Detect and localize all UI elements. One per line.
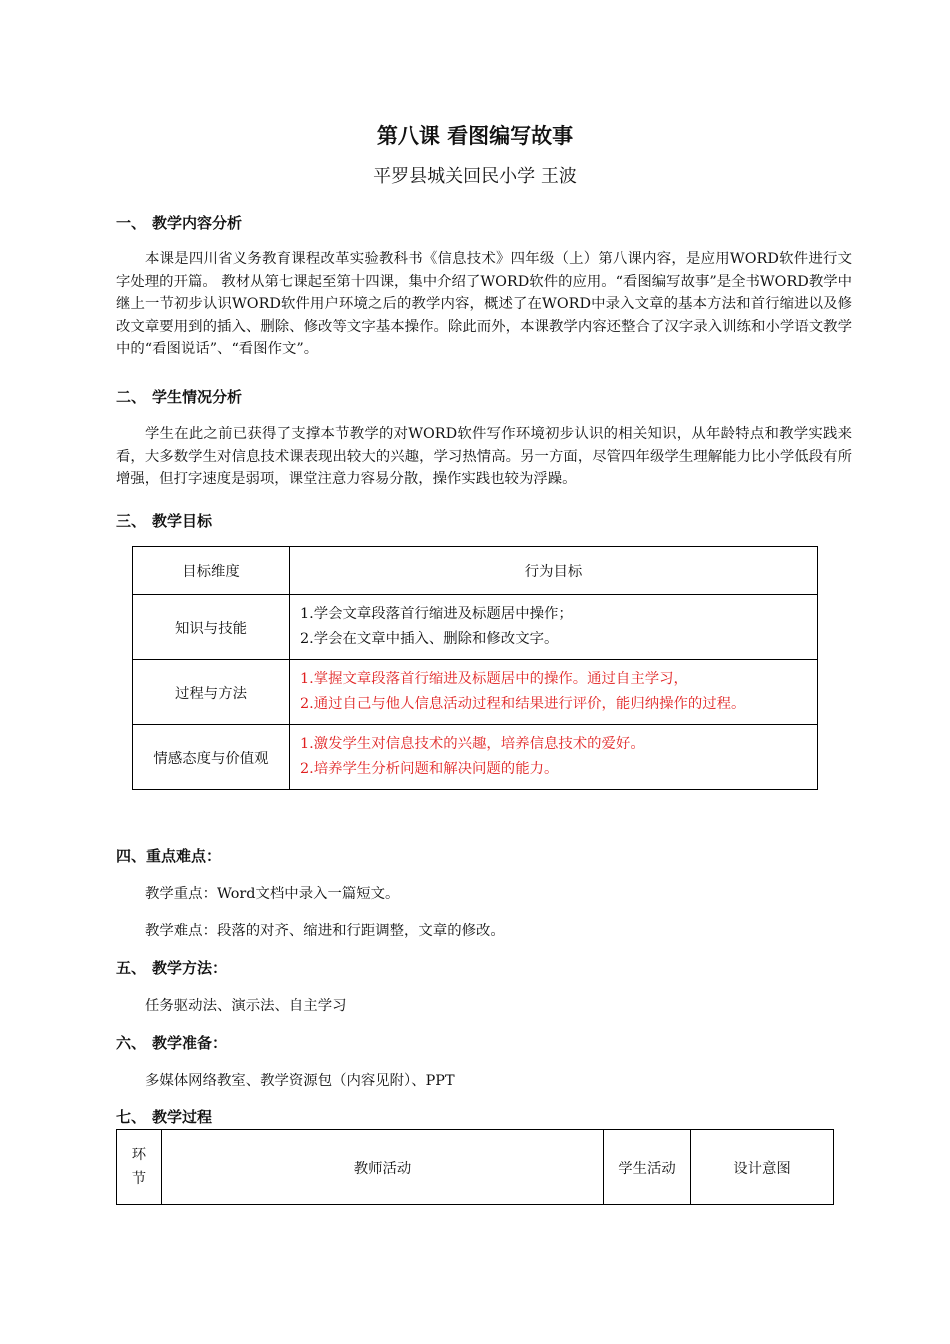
goal-line: 2.通过自己与他人信息活动过程和结果进行评价，能归纳操作的过程。 [300,696,746,712]
section-label: 教学方法： [152,959,228,977]
section-heading-process [116,1106,212,1127]
section-heading-goals [116,510,212,531]
table-row [133,725,818,790]
process-table-header-row [117,1130,834,1205]
stage-char: 环 [131,1147,147,1163]
table-row [133,595,818,660]
goal-line: 1.激发学生对信息技术的兴趣，培养信息技术的爱好。 [300,736,645,752]
section-label: 四、重点难点： [116,847,222,865]
goal-dimension-cell: 情感态度与价值观 [133,725,290,790]
preparation-text: 多媒体网络教室、教学资源包（内容见附）、PPT [145,1073,455,1089]
goal-text-cell [290,725,818,790]
section-label: 学生情况分析 [152,388,243,406]
section-heading-content-analysis [116,212,242,233]
methods-text: 任务驱动法、演示法、自主学习 [145,998,347,1014]
student-analysis-paragraph: 学生在此之前已获得了支撑本节教学的对WORD软件写作环境初步认识的相关知识，从年龄特点和教学实践来看，大多数学生对信息技术课表现出较大的兴趣，学习热情高。另一方面，尽管四年级学生理解能力比小学低段有所增强，但打字速度是弱项，课堂注意力容易分散，操作实践也较为浮躁。 [116,426,852,487]
goal-dimension-cell: 知识与技能 [133,595,290,660]
section-number: 三、 [116,512,147,530]
section-number: 一、 [116,214,147,232]
goal-line: 2.学会在文章中插入、删除和修改文字。 [300,631,559,647]
goals-header-goal: 行为目标 [290,547,818,595]
goal-line: 1.学会文章段落首行缩进及标题居中操作； [300,606,573,622]
goals-header-dimension: 目标维度 [133,547,290,595]
document-subtitle: 平罗县城关回民小学 王波 [373,166,577,187]
goal-dimension-cell: 过程与方法 [133,660,290,725]
stage-char: 节 [131,1171,147,1187]
process-header-teacher: 教师活动 [162,1130,604,1205]
section-label: 教学过程 [152,1108,213,1126]
section-number: 六、 [116,1034,147,1052]
section-number: 五、 [116,959,147,977]
process-header-intent: 设计意图 [691,1130,834,1205]
key-point-difficulty: 教学难点：段落的对齐、缩进和行距调整，文章的修改。 [145,923,505,939]
goal-line: 1.掌握文章段落首行缩进及标题居中的操作。通过自主学习， [300,671,688,687]
section-label: 教学内容分析 [152,214,243,232]
goals-table-header-row [133,547,818,595]
goal-line: 2.培养学生分析问题和解决问题的能力。 [300,761,559,777]
section-label: 教学目标 [152,512,213,530]
section-heading-methods [116,957,227,978]
process-header-student: 学生活动 [604,1130,691,1205]
document-title: 第八课 看图编写故事 [376,123,574,148]
content-analysis-paragraph: 本课是四川省义务教育课程改革实验教科书《信息技术》四年级（上）第八课内容，是应用WORD软件进行文字处理的开篇。 教材从第七课起至第十四课，集中介绍了WORD软件的应用。“看图编写故事”是全书WORD教学中继上一节初步认识WORD软件用户环境之后的教学内容，概述了在WORD中录入文章的基本方法和首行缩进以及修改文章要用到的插入、删除、修改等文字基本操作。除此而外，本课教学内容还整合了汉字录入训练和小学语文教学中的“看图说话”、“看图作文”。 [116,251,853,357]
section-number: 七、 [116,1108,147,1126]
section-heading-student-analysis [116,386,242,407]
goals-table [132,546,818,790]
section-heading-key-points [116,845,221,866]
table-row [133,660,818,725]
process-table [116,1129,834,1205]
goal-text-cell [290,595,818,660]
goal-text-cell [290,660,818,725]
section-number: 二、 [116,388,147,406]
process-header-stage [117,1130,162,1205]
key-point-focus: 教学重点：Word文档中录入一篇短文。 [145,886,400,902]
section-heading-preparation [116,1032,227,1053]
section-label: 教学准备： [152,1034,228,1052]
